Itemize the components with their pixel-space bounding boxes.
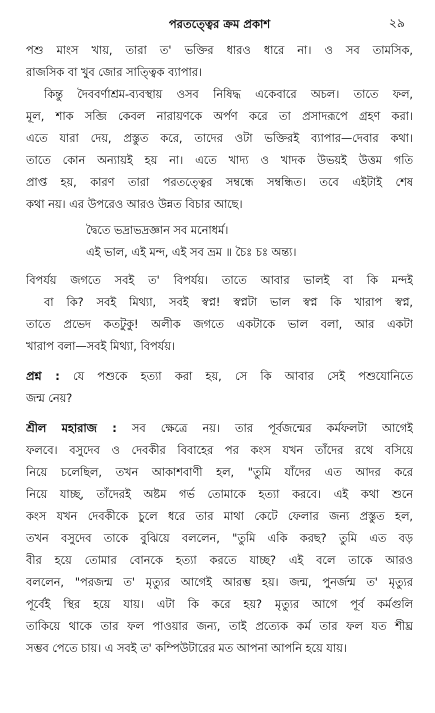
question-label: প্রশ্ন : — [26, 370, 60, 383]
text-line: নিয়ে চলেছিল, তখন আকাশবাণী হল, "তুমি যাঁদের এত আদর করে — [26, 466, 413, 479]
text-line: ফলবে। বসুদেব ও দেবকীর বিবাহের পর কংস যখন তাঁদের রথে বসিয়ে — [26, 444, 413, 457]
paragraph-2 — [26, 84, 413, 216]
page-number: ২৯ — [388, 15, 405, 30]
text-line: পশু মাংস খায়, তারা ত' ভক্তির ধারও ধারে না। ও সব তামসিক, — [26, 44, 413, 57]
text-line: যে পশুকে হত্যা করা হয়, সে কি আবার সেই পশুযোনিতে — [73, 370, 413, 383]
answer-paragraph — [26, 418, 413, 660]
text-line: পূর্বেই স্থির হয়ে যায়। এটা কি করে হয়? মৃত্যুর আগে পূর্ব কর্মগুলি — [26, 598, 413, 611]
text-line: কথা নয়। এর উপরেও আরও উন্নত বিচার আছে। — [26, 198, 243, 211]
text-line: এতে যারা দেয়, প্রস্তুত করে, তাদের ওটা ভক্তিরই ব্যাপার—দেবার কথা। — [26, 132, 413, 145]
question-paragraph — [26, 366, 413, 410]
text-line: তাকিয়ে থাকে তার ফল পাওয়ার জন্য, তাই প্রত্যেক কর্ম তার ফল যত শীঘ্র — [26, 620, 413, 633]
text-line: বীর হয়ে তোমার বোনকে হত্যা করতে যাচ্ছ? এই বলে তাকে আরও — [26, 554, 413, 567]
page-header — [26, 0, 413, 40]
text-line: সম্ভব পেতে চায়। এ সবই ত' কম্পিউটারের মত আপনা আপনি হয়ে যায়। — [26, 642, 347, 655]
text-line: মূল, শাক সব্জি কেবল নারায়ণকে অর্পণ করে তা প্রসাদরূপে গ্রহণ করা। — [26, 110, 413, 123]
text-line: কংস যখন দেবকীকে চুলে ধরে তার মাথা কেটে ফেলার জন্য প্রস্তুত হল, — [26, 510, 413, 523]
text-line: তখন বসুদেব তাকে বুঝিয়ে বললেন, "তুমি একি করছ? তুমি এত বড় — [26, 532, 413, 545]
text-line: জন্ম নেয়? — [26, 392, 73, 405]
verse-line: এই ভাল, এই মন্দ, এই সব ভ্রম ॥ চৈঃ চঃ অন্ত্য। — [86, 246, 297, 259]
paragraph-3 — [26, 270, 413, 358]
running-title: পরতত্ত্বের ক্রম প্রকাশ — [168, 17, 271, 31]
page-body — [26, 40, 413, 660]
paragraph-1 — [26, 40, 413, 84]
text-line: বিপর্যয় জগতে সবই ত' বিপর্যয়। তাতে আবার ভালই বা কি মন্দই — [26, 274, 413, 287]
text-line: তাতে প্রভেদ কতটুকু! অলীক জগতে একটাকে ভাল বলা, আর একটা — [26, 318, 413, 331]
text-line: বললেন, "পরজন্ম ত' মৃত্যুর আগেই আরম্ভ হয়। জন্ম, পুনর্জন্ম ত' মৃত্যুর — [26, 576, 413, 589]
verse-quote — [86, 220, 413, 264]
text-line: নিয়ে যাচ্ছ, তাঁদেরই অষ্টম গর্ভ তোমাকে হত্যা করবে। এই কথা শুনে — [26, 488, 413, 501]
text-line: প্রাপ্ত হয়, কারণ তারা পরতত্ত্বের সম্বন্ধে সম্বন্ধিত। তবে এইটাই শেষ — [26, 176, 413, 189]
text-line: তাতে কোন অন্যায়ই হয় না। এতে খাদ্য ও খাদক উভয়ই উত্তম গতি — [26, 154, 413, 167]
verse-line: দ্বৈতে ভদ্রাভদ্রজ্ঞান সব মনোধর্ম। — [86, 224, 229, 237]
text-line: কিন্তু দৈববর্ণাশ্রম-ব্যবস্থায় ওসব নিষিদ্ধ একেবারে অচল। তাতে ফল, — [44, 88, 413, 101]
text-line: সব ক্ষেত্রে নয়। তার পূর্বজন্মের কর্মফলটা আগেই — [131, 422, 413, 435]
text-line: রাজসিক বা খুব জোর সাত্ত্বিক ব্যাপার। — [26, 66, 203, 79]
text-line: বা কি? সবই মিথ্যা, সবই স্বপ্ন! স্বপ্নটা ভাল স্বপ্ন কি খারাপ স্বপ্ন, — [44, 296, 413, 309]
text-line: খারাপ বলা—সবই মিথ্যা, বিপর্যয়। — [26, 340, 175, 353]
answer-label: শ্রীল মহারাজ : — [26, 422, 117, 435]
